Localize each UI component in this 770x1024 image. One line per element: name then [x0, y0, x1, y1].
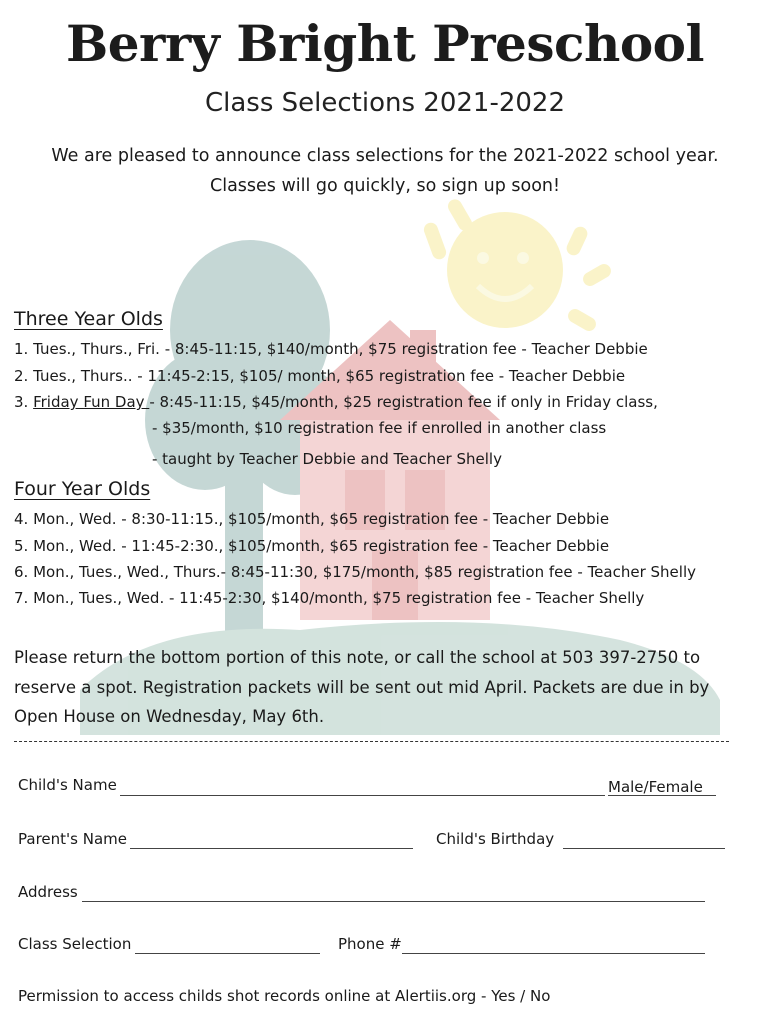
return-note-line-2: reserve a spot. Registration packets will be sent out mid April. Packets are due in by	[14, 678, 710, 697]
return-note-line-1: Please return the bottom portion of this note, or call the school at 503 397-2750 to	[14, 648, 701, 667]
intro-text-line-1: We are pleased to announce class selections for the 2021-2022 school year.	[51, 146, 719, 166]
intro-text-line-2: Classes will go quickly, so sign up soon!	[209, 176, 561, 196]
child-name-label: Child's Name	[18, 776, 117, 794]
page-subtitle: Class Selections 2021-2022	[204, 88, 565, 118]
child-birthday-field[interactable]	[563, 848, 725, 849]
class-option-2: 2. Tues., Thurs.. - 11:45-2:15, $105/ month, $65 registration fee - Teacher Debbie	[14, 367, 626, 385]
gender-label: Male/Female	[608, 778, 703, 796]
child-birthday-label: Child's Birthday	[436, 830, 555, 848]
class-option-3-continued-1: - $35/month, $10 registration fee if enrolled in another class	[152, 419, 607, 437]
class-selection-field[interactable]	[135, 953, 320, 954]
address-field[interactable]	[82, 901, 705, 902]
phone-label: Phone #	[338, 935, 402, 953]
parent-name-label: Parent's Name	[18, 830, 127, 848]
school-title: Berry Bright Preschool	[65, 14, 705, 73]
class-option-3-number: 3.	[14, 393, 34, 411]
friday-fun-day-label: Friday Fun Day	[33, 393, 150, 411]
sun-icon	[422, 197, 614, 334]
four-year-olds-heading: Four Year Olds	[14, 478, 151, 500]
parent-name-field[interactable]	[130, 848, 413, 849]
three-year-olds-heading: Three Year Olds	[14, 308, 163, 330]
gender-field[interactable]	[608, 795, 716, 796]
class-option-5: 5. Mon., Wed. - 11:45-2:30., $105/month, $65 registration fee - Teacher Debbie	[14, 537, 610, 555]
class-option-3-continued-2: - taught by Teacher Debbie and Teacher Shelly	[152, 450, 502, 468]
class-option-3	[14, 393, 658, 411]
class-option-6: 6. Mon., Tues., Wed., Thurs.- 8:45-11:30, $175/month, $85 registration fee - Teacher Shelly	[14, 563, 696, 581]
phone-field[interactable]	[402, 953, 705, 954]
child-name-field[interactable]	[120, 795, 605, 796]
class-selection-label: Class Selection	[18, 935, 132, 953]
cut-line	[14, 741, 729, 742]
return-note-line-3: Open House on Wednesday, May 6th.	[14, 707, 325, 726]
class-option-3-details: - 8:45-11:15, $45/month, $25 registration fee if only in Friday class,	[149, 393, 658, 411]
class-option-7: 7. Mon., Tues., Wed. - 11:45-2:30, $140/month, $75 registration fee - Teacher Shelly	[14, 589, 645, 607]
class-option-1: 1. Tues., Thurs., Fri. - 8:45-11:15, $140/month, $75 registration fee - Teacher Debbie	[14, 340, 648, 358]
address-label: Address	[18, 883, 78, 901]
class-option-4: 4. Mon., Wed. - 8:30-11:15., $105/month, $65 registration fee - Teacher Debbie	[14, 510, 610, 528]
permission-statement: Permission to access childs shot records online at Alertiis.org - Yes / No	[18, 987, 551, 1005]
